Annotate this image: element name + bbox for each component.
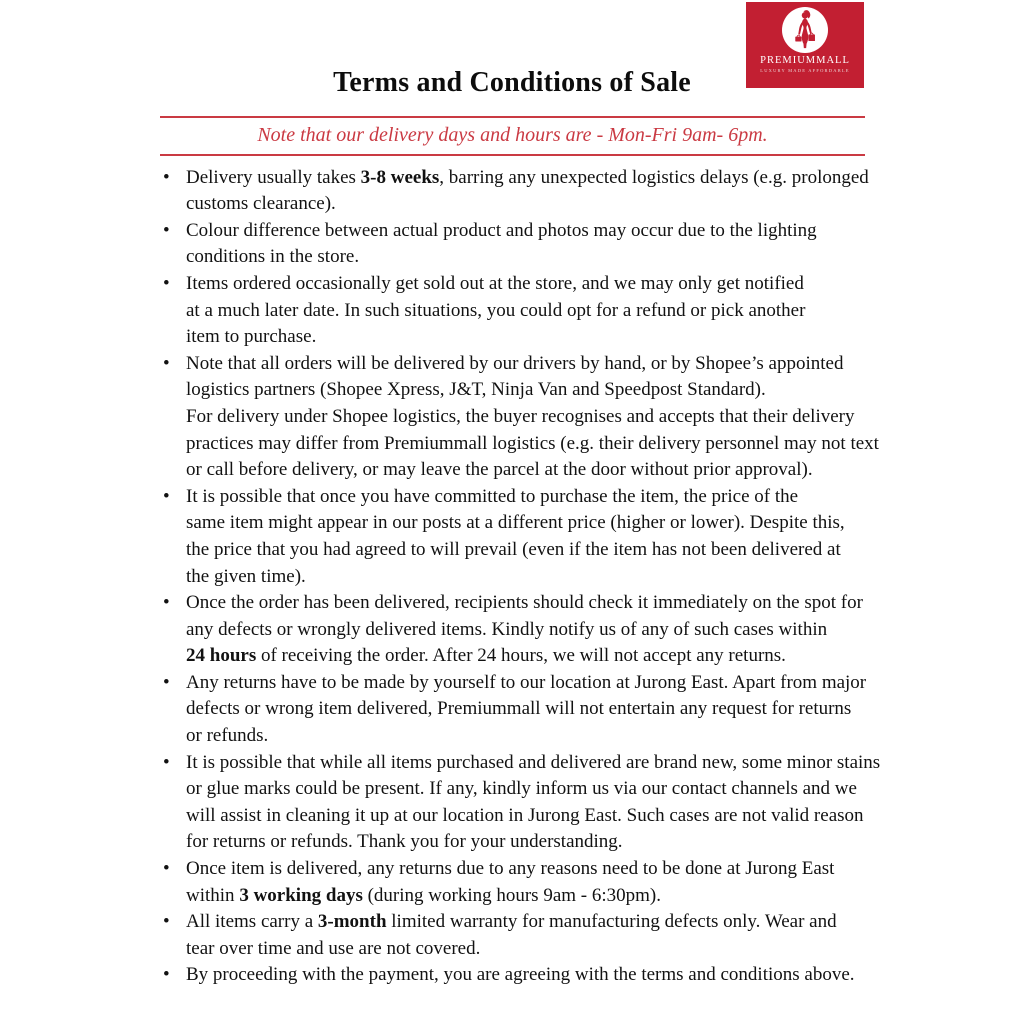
term-line: • Delivery usually takes 3-8 weeks, barring any unexpected logistics delays (e.g. prolonged bbox=[186, 166, 869, 188]
term-line: will assist in cleaning it up at our location in Jurong East. Such cases are not valid reason bbox=[186, 804, 864, 826]
term-line: defects or wrong item delivered, Premiummall will not entertain any request for returns bbox=[186, 698, 852, 720]
term-line: • Once item is delivered, any returns due to any reasons need to be done at Jurong East bbox=[186, 858, 835, 880]
woman-with-shopping-bags-icon bbox=[785, 9, 825, 51]
term-line: • All items carry a 3-month limited warranty for manufacturing defects only. Wear and bbox=[186, 911, 837, 933]
term-line: practices may differ from Premiummall logistics (e.g. their delivery personnel may not text bbox=[186, 432, 879, 454]
term-line: or call before delivery, or may leave the parcel at the door without prior approval). bbox=[186, 459, 813, 481]
term-line: customs clearance). bbox=[186, 193, 336, 215]
terms-list bbox=[160, 165, 881, 989]
term-line: or glue marks could be present. If any, kindly inform us via our contact channels and we bbox=[186, 778, 857, 800]
term-line: same item might appear in our posts at a different price (higher or lower). Despite this, bbox=[186, 512, 845, 534]
term-line: • By proceeding with the payment, you are agreeing with the terms and conditions above. bbox=[186, 964, 855, 986]
term-item bbox=[160, 590, 865, 670]
term-item bbox=[160, 909, 865, 962]
term-line: any defects or wrongly delivered items. Kindly notify us of any of such cases within bbox=[186, 618, 828, 640]
term-line: at a much later date. In such situations, you could opt for a refund or pick another bbox=[186, 299, 806, 321]
term-line: tear over time and use are not covered. bbox=[186, 937, 481, 959]
premiummall-logo bbox=[746, 2, 864, 88]
logo-circle bbox=[782, 7, 828, 53]
term-item bbox=[160, 962, 865, 989]
term-line: 24 hours of receiving the order. After 24 hours, we will not accept any returns. bbox=[186, 645, 786, 667]
term-line: for returns or refunds. Thank you for your understanding. bbox=[186, 831, 623, 853]
logo-tagline: LUXURY MADE AFFORDABLE bbox=[760, 68, 850, 73]
term-line: • Once the order has been delivered, recipients should check it immediately on the spot for bbox=[186, 592, 863, 614]
term-line: the price that you had agreed to will prevail (even if the item has not been delivered at bbox=[186, 538, 841, 560]
term-line: or refunds. bbox=[186, 725, 269, 747]
term-line: conditions in the store. bbox=[186, 246, 360, 268]
page-title: Terms and Conditions of Sale bbox=[333, 67, 691, 98]
term-line: • Items ordered occasionally get sold out at the store, and we may only get notified bbox=[186, 272, 804, 294]
term-line: • It is possible that while all items purchased and delivered are brand new, some minor stains bbox=[186, 751, 881, 773]
delivery-notice-banner bbox=[160, 116, 865, 156]
term-item bbox=[160, 218, 865, 271]
term-line: For delivery under Shopee logistics, the buyer recognises and accepts that their delivery bbox=[186, 405, 855, 427]
term-line: • Any returns have to be made by yourself to our location at Jurong East. Apart from major bbox=[186, 671, 867, 693]
term-line: the given time). bbox=[186, 565, 306, 587]
term-line: • Colour difference between actual product and photos may occur due to the lighting bbox=[186, 219, 817, 241]
term-item bbox=[160, 750, 881, 856]
term-line: • It is possible that once you have committed to purchase the item, the price of the bbox=[186, 485, 799, 507]
term-line: • Note that all orders will be delivered by our drivers by hand, or by Shopee’s appointed bbox=[186, 352, 844, 374]
term-item bbox=[160, 165, 869, 218]
term-item bbox=[160, 271, 865, 351]
delivery-notice-text: Note that our delivery days and hours are - Mon-Fri 9am- 6pm. bbox=[257, 123, 768, 146]
term-item bbox=[160, 670, 865, 750]
term-item bbox=[160, 856, 865, 909]
term-line: logistics partners (Shopee Xpress, J&T, Ninja Van and Speedpost Standard). bbox=[186, 379, 766, 401]
term-item bbox=[160, 351, 879, 484]
term-line: item to purchase. bbox=[186, 326, 317, 348]
term-line: within 3 working days (during working hours 9am - 6:30pm). bbox=[186, 884, 661, 906]
logo-name: PREMIUMMALL bbox=[760, 55, 850, 66]
term-item bbox=[160, 484, 865, 590]
